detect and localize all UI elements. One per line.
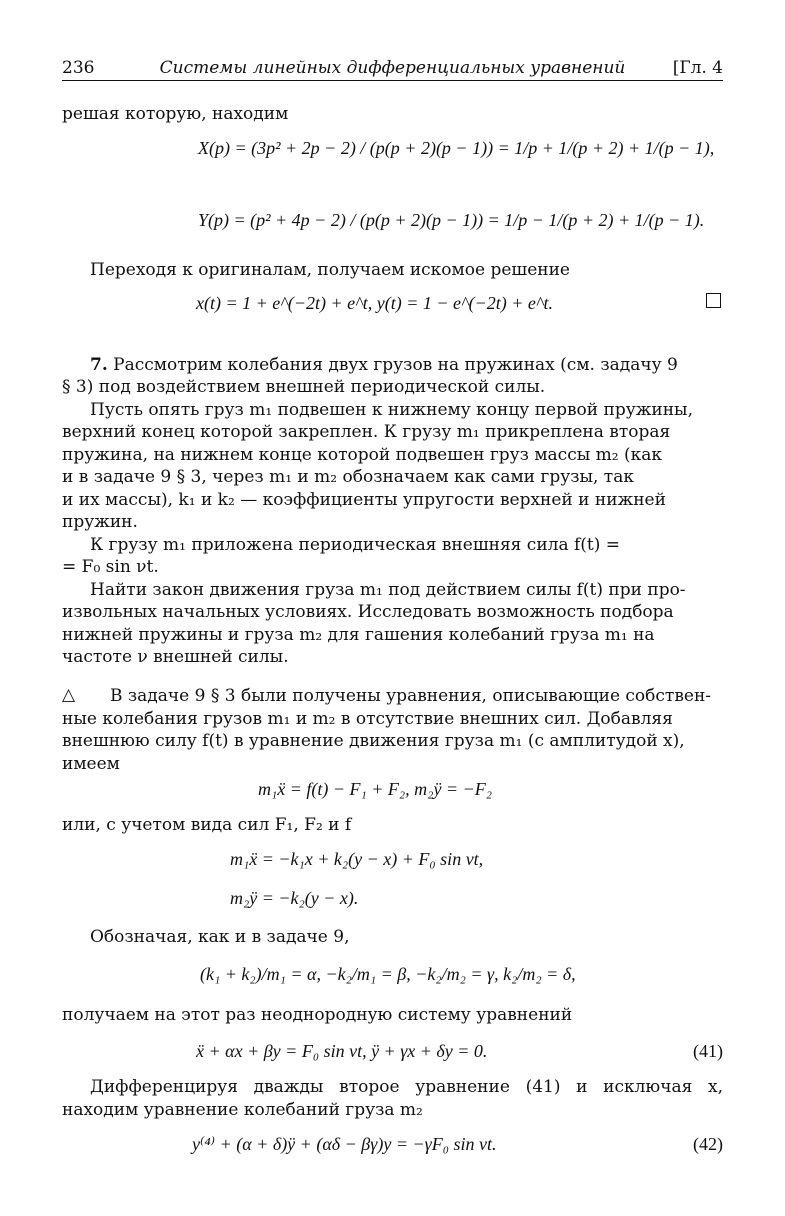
problem-line-8: К грузу m₁ приложена периодическая внешняя сила f(t) = — [90, 535, 621, 555]
solution-line-1: ные колебания грузов m₁ и m₂ в отсутствие внешних сил. Добавляя — [62, 709, 673, 729]
diff-line-0: Дифференцируя дважды второе уравнение (41) и исключая x, — [90, 1077, 723, 1097]
intro-line: решая которую, находим — [62, 104, 289, 124]
problem-line-1: § 3) под воздействием внешней периодической силы. — [62, 377, 546, 397]
solution-equation: x(t) = 1 + e^(−2t) + e^t, y(t) = 1 − e^(−2t) + e^t. — [196, 293, 553, 313]
problem-line-2: Пусть опять груз m₁ подвешен к нижнему концу первой пружины, — [90, 400, 693, 420]
problem-line-10: Найти закон движения груза m₁ под действием силы f(t) при про- — [90, 580, 686, 600]
problem-line-9: = F₀ sin νt. — [62, 557, 159, 577]
chapter-label: [Гл. 4 — [672, 58, 723, 78]
equation-41-number: (41) — [693, 1041, 723, 1061]
equation-system-1: m₁ẍ = −k₁x + k₂(y − x) + F₀ sin νt, — [230, 849, 484, 869]
problem-text-0: Рассмотрим колебания двух грузов на пружинах (см. задачу 9 — [113, 355, 678, 375]
inhomogeneous-line: получаем на этот раз неоднородную систему уравнений — [62, 1005, 573, 1025]
diff-line-1: находим уравнение колебаний груза m₂ — [62, 1100, 423, 1120]
problem-line-12: нижней пружины и груза m₂ для гашения колебаний груза m₁ на — [62, 625, 655, 645]
qed-square-icon — [706, 293, 721, 308]
solution-line-0: В задаче 9 § 3 были получены уравнения, описывающие собствен- — [110, 686, 712, 706]
problem-line-6: и их массы), k₁ и k₂ — коэффициенты упругости верхней и нижней — [62, 490, 666, 510]
problem-line-13: частоте ν внешней силы. — [62, 647, 289, 667]
solution-line-3: имеем — [62, 754, 120, 774]
running-title: Системы линейных дифференциальных уравнений — [159, 58, 626, 78]
equation-notation: (k₁ + k₂)/m₁ = α, −k₂/m₁ = β, −k₂/m₂ = γ, k₂/m₂ = δ, — [200, 964, 576, 984]
equation-42-number: (42) — [693, 1134, 723, 1154]
solution-triangle-icon: △ — [62, 685, 76, 705]
equation-motion: m₁ẍ = f(t) − F₁ + F₂, m₂ÿ = −F₂ — [258, 779, 492, 799]
equation-41: ẍ + αx + βy = F₀ sin νt, ÿ + γx + δy = 0. — [196, 1041, 488, 1061]
problem-line-11: извольных начальных условиях. Исследовать возможность подбора — [62, 602, 674, 622]
problem-number: 7. — [90, 355, 108, 375]
notation-line: Обозначая, как и в задаче 9, — [90, 927, 350, 947]
running-header — [62, 56, 723, 81]
forces-line: или, с учетом вида сил F₁, F₂ и f — [62, 815, 352, 835]
problem-line-0 — [62, 354, 678, 376]
problem-line-4: пружина, на нижнем конце которой подвешен груз массы m₂ (как — [62, 445, 663, 465]
problem-line-7: пружин. — [62, 512, 138, 532]
solution-line-2: внешнюю силу f(t) в уравнение движения груза m₁ (с амплитудой x), — [62, 731, 685, 751]
equation-X: X(p) = (3p² + 2p − 2) / (p(p + 2)(p − 1)) = 1/p + 1/(p + 2) + 1/(p − 1), — [198, 138, 715, 158]
problem-line-5: и в задаче 9 § 3, через m₁ и m₂ обозначаем как сами грузы, так — [62, 467, 634, 487]
equation-Y: Y(p) = (p² + 4p − 2) / (p(p + 2)(p − 1)) = 1/p − 1/(p + 2) + 1/(p − 1). — [198, 210, 705, 230]
problem-line-3: верхний конец которой закреплен. К грузу m₁ прикреплена вторая — [62, 422, 671, 442]
equation-system-2: m₂ÿ = −k₂(y − x). — [230, 888, 359, 908]
page-number: 236 — [62, 58, 95, 78]
equation-42: y⁽⁴⁾ + (α + δ)ÿ + (αδ − βγ)y = −γF₀ sin νt. — [192, 1134, 497, 1154]
originals-line: Переходя к оригиналам, получаем искомое решение — [90, 260, 570, 280]
